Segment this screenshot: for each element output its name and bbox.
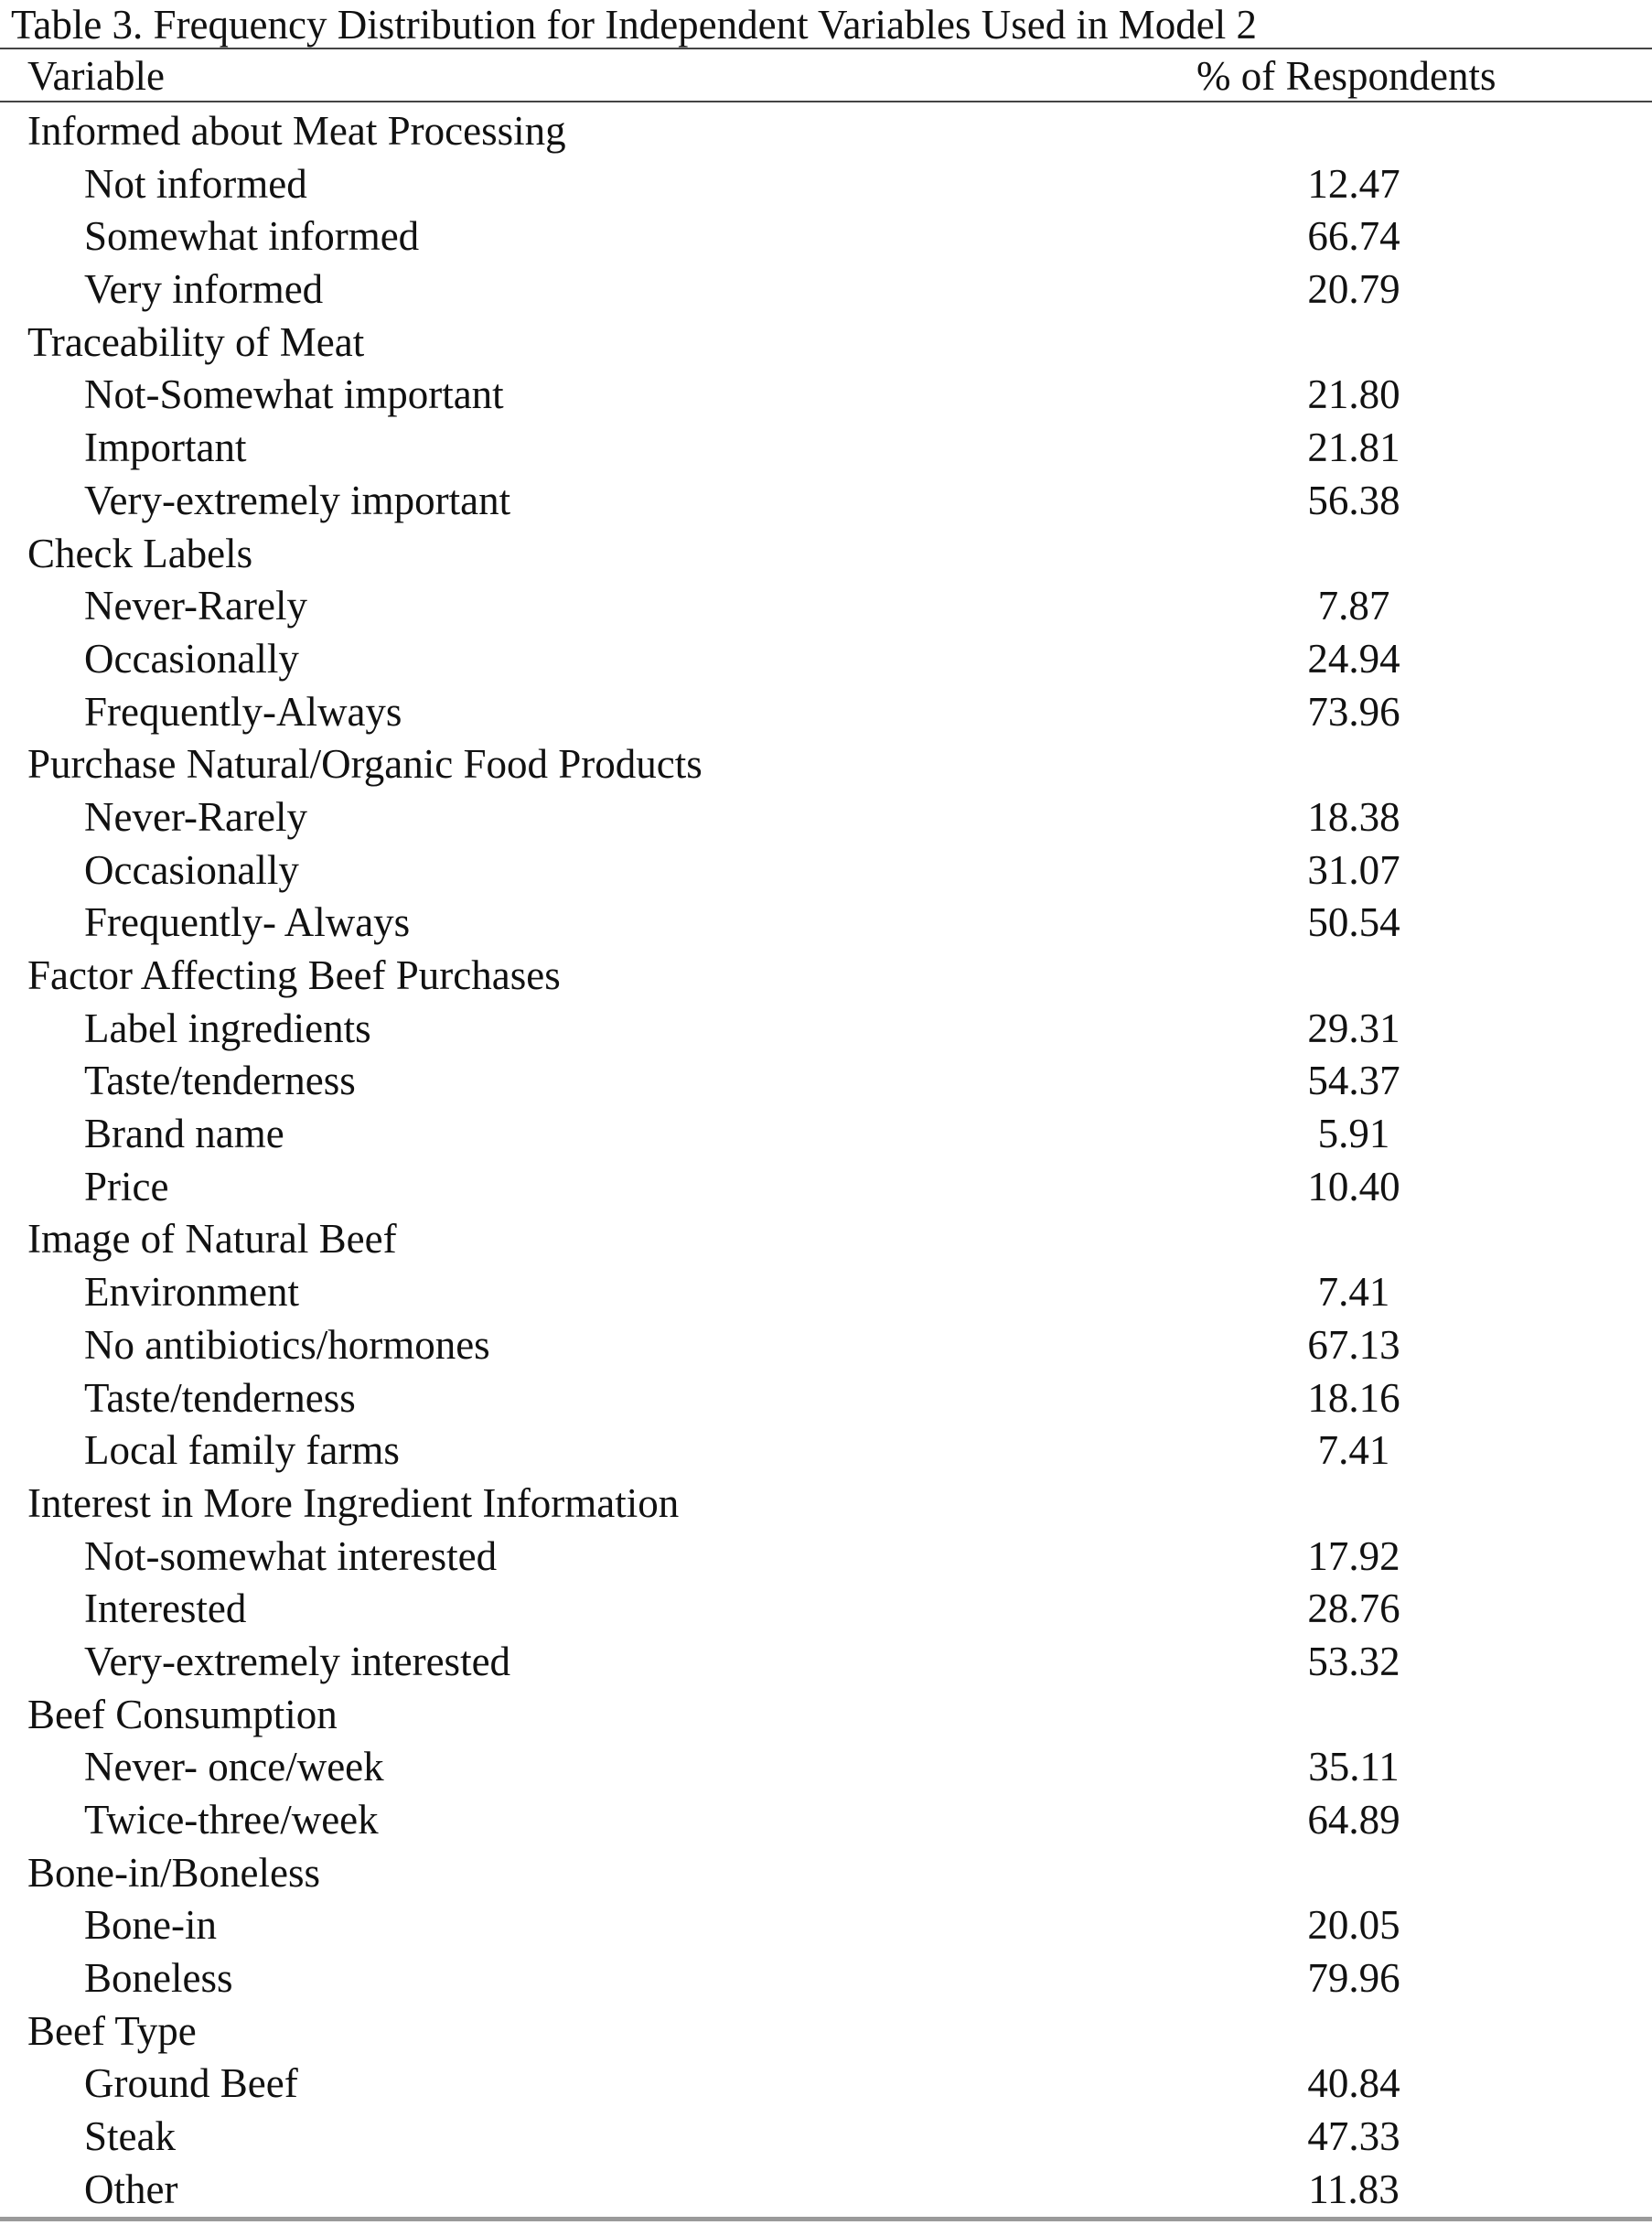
row-percent-value: 11.83 bbox=[1308, 2166, 1400, 2212]
group-label: Beef Consumption bbox=[27, 1691, 338, 1737]
group-label: Bone-in/Boneless bbox=[27, 1849, 320, 1896]
row-percent-value: 7.87 bbox=[1317, 583, 1390, 629]
row-percent-value: 66.74 bbox=[1307, 213, 1400, 260]
row-percent-value: 54.37 bbox=[1307, 1058, 1400, 1104]
table-row bbox=[0, 1161, 1652, 1214]
table-row bbox=[0, 633, 1652, 686]
table-group-row bbox=[0, 1689, 1652, 1742]
row-percent-value: 28.76 bbox=[1307, 1585, 1400, 1632]
row-label: Never-Rarely bbox=[84, 583, 307, 629]
table-group-row bbox=[0, 1213, 1652, 1266]
table-row bbox=[0, 210, 1652, 263]
table-row bbox=[0, 2058, 1652, 2111]
table-header-row bbox=[0, 48, 1652, 102]
table-group-row bbox=[0, 1847, 1652, 1900]
table-row bbox=[0, 1372, 1652, 1425]
table-group-row bbox=[0, 317, 1652, 370]
table-group-row bbox=[0, 738, 1652, 791]
table-row bbox=[0, 791, 1652, 844]
table-row bbox=[0, 1055, 1652, 1108]
row-label: Very informed bbox=[84, 266, 324, 313]
table-row bbox=[0, 1531, 1652, 1584]
row-percent-value: 53.32 bbox=[1307, 1638, 1400, 1684]
row-label: Occasionally bbox=[84, 635, 299, 682]
table-group-row bbox=[0, 2005, 1652, 2058]
row-label: Interested bbox=[84, 1585, 247, 1632]
table-row bbox=[0, 1003, 1652, 1056]
row-percent-value: 12.47 bbox=[1307, 160, 1400, 207]
row-label: Very-extremely important bbox=[84, 477, 511, 523]
table-group-row bbox=[0, 528, 1652, 581]
table-group-row bbox=[0, 105, 1652, 158]
row-percent-value: 79.96 bbox=[1307, 1955, 1400, 2002]
row-label: Occasionally bbox=[84, 846, 299, 893]
header-percent-respondents: % of Respondents bbox=[1196, 53, 1496, 99]
table-bottom-rule bbox=[0, 2217, 1652, 2221]
row-label: Bone-in bbox=[84, 1902, 217, 1949]
row-label: Very-extremely interested bbox=[84, 1638, 511, 1684]
table-row bbox=[0, 1794, 1652, 1847]
table-row bbox=[0, 1266, 1652, 1319]
table-row bbox=[0, 158, 1652, 211]
row-percent-value: 18.38 bbox=[1307, 793, 1400, 840]
table-row bbox=[0, 1741, 1652, 1794]
table-row bbox=[0, 1583, 1652, 1636]
row-percent-value: 73.96 bbox=[1307, 688, 1400, 735]
row-label: Not-somewhat interested bbox=[84, 1532, 498, 1579]
row-label: Frequently- Always bbox=[84, 899, 411, 946]
row-label: Never-Rarely bbox=[84, 793, 307, 840]
table-body bbox=[0, 105, 1652, 2217]
row-percent-value: 20.05 bbox=[1307, 1902, 1400, 1949]
row-label: Never- once/week bbox=[84, 1744, 384, 1790]
row-percent-value: 5.91 bbox=[1317, 1111, 1390, 1157]
table-row bbox=[0, 1952, 1652, 2005]
table-row bbox=[0, 580, 1652, 633]
table-caption: Table 3. Frequency Distribution for Independent Variables Used in Model 2 bbox=[11, 2, 1257, 48]
table-row bbox=[0, 1899, 1652, 1952]
row-label: Price bbox=[84, 1163, 169, 1209]
row-percent-value: 40.84 bbox=[1307, 2060, 1400, 2107]
row-percent-value: 21.81 bbox=[1307, 425, 1400, 471]
row-percent-value: 7.41 bbox=[1317, 1427, 1390, 1474]
row-percent-value: 24.94 bbox=[1307, 635, 1400, 682]
row-percent-value: 29.31 bbox=[1307, 1005, 1400, 1051]
table-row bbox=[0, 844, 1652, 898]
row-percent-value: 50.54 bbox=[1307, 899, 1400, 946]
group-label: Traceability of Meat bbox=[27, 318, 365, 365]
row-label: Brand name bbox=[84, 1111, 284, 1157]
row-label: Not-Somewhat important bbox=[84, 371, 504, 418]
table-group-row bbox=[0, 1478, 1652, 1531]
table-row bbox=[0, 897, 1652, 950]
group-label: Image of Natural Beef bbox=[27, 1216, 397, 1263]
group-label: Purchase Natural/Organic Food Products bbox=[27, 741, 703, 788]
group-label: Beef Type bbox=[27, 2007, 197, 2054]
table-group-row bbox=[0, 950, 1652, 1003]
row-label: Ground Beef bbox=[84, 2060, 298, 2107]
row-label: Label ingredients bbox=[84, 1005, 371, 1051]
row-label: Taste/tenderness bbox=[84, 1374, 356, 1421]
row-label: Other bbox=[84, 2166, 178, 2212]
table-row bbox=[0, 2164, 1652, 2217]
row-percent-value: 31.07 bbox=[1307, 846, 1400, 893]
table-row bbox=[0, 475, 1652, 528]
row-percent-value: 20.79 bbox=[1307, 266, 1400, 313]
row-label: Environment bbox=[84, 1269, 299, 1316]
row-label: Important bbox=[84, 425, 247, 471]
row-label: Frequently-Always bbox=[84, 688, 402, 735]
group-label: Check Labels bbox=[27, 530, 253, 576]
table-row bbox=[0, 422, 1652, 475]
row-percent-value: 18.16 bbox=[1307, 1374, 1400, 1421]
row-label: Local family farms bbox=[84, 1427, 400, 1474]
row-label: No antibiotics/hormones bbox=[84, 1321, 490, 1368]
table-row bbox=[0, 263, 1652, 317]
row-percent-value: 64.89 bbox=[1307, 1797, 1400, 1843]
group-label: Factor Affecting Beef Purchases bbox=[27, 952, 561, 998]
table-row bbox=[0, 1636, 1652, 1689]
table-row bbox=[0, 369, 1652, 422]
row-percent-value: 7.41 bbox=[1317, 1269, 1390, 1316]
row-percent-value: 67.13 bbox=[1307, 1321, 1400, 1368]
group-label: Interest in More Ingredient Information bbox=[27, 1479, 680, 1526]
table-row bbox=[0, 1319, 1652, 1372]
row-percent-value: 56.38 bbox=[1307, 477, 1400, 523]
table-row bbox=[0, 2111, 1652, 2164]
header-variable: Variable bbox=[27, 53, 165, 99]
row-label: Twice-three/week bbox=[84, 1797, 379, 1843]
table-row bbox=[0, 686, 1652, 739]
table-row bbox=[0, 1108, 1652, 1161]
group-label: Informed about Meat Processing bbox=[27, 108, 566, 154]
row-label: Not informed bbox=[84, 160, 307, 207]
row-percent-value: 10.40 bbox=[1307, 1163, 1400, 1209]
row-label: Boneless bbox=[84, 1955, 233, 2002]
row-label: Steak bbox=[84, 2113, 176, 2160]
row-label: Taste/tenderness bbox=[84, 1058, 356, 1104]
row-percent-value: 35.11 bbox=[1308, 1744, 1400, 1790]
row-label: Somewhat informed bbox=[84, 213, 420, 260]
row-percent-value: 17.92 bbox=[1307, 1532, 1400, 1579]
row-percent-value: 21.80 bbox=[1307, 371, 1400, 418]
row-percent-value: 47.33 bbox=[1307, 2113, 1400, 2160]
table-row bbox=[0, 1424, 1652, 1478]
